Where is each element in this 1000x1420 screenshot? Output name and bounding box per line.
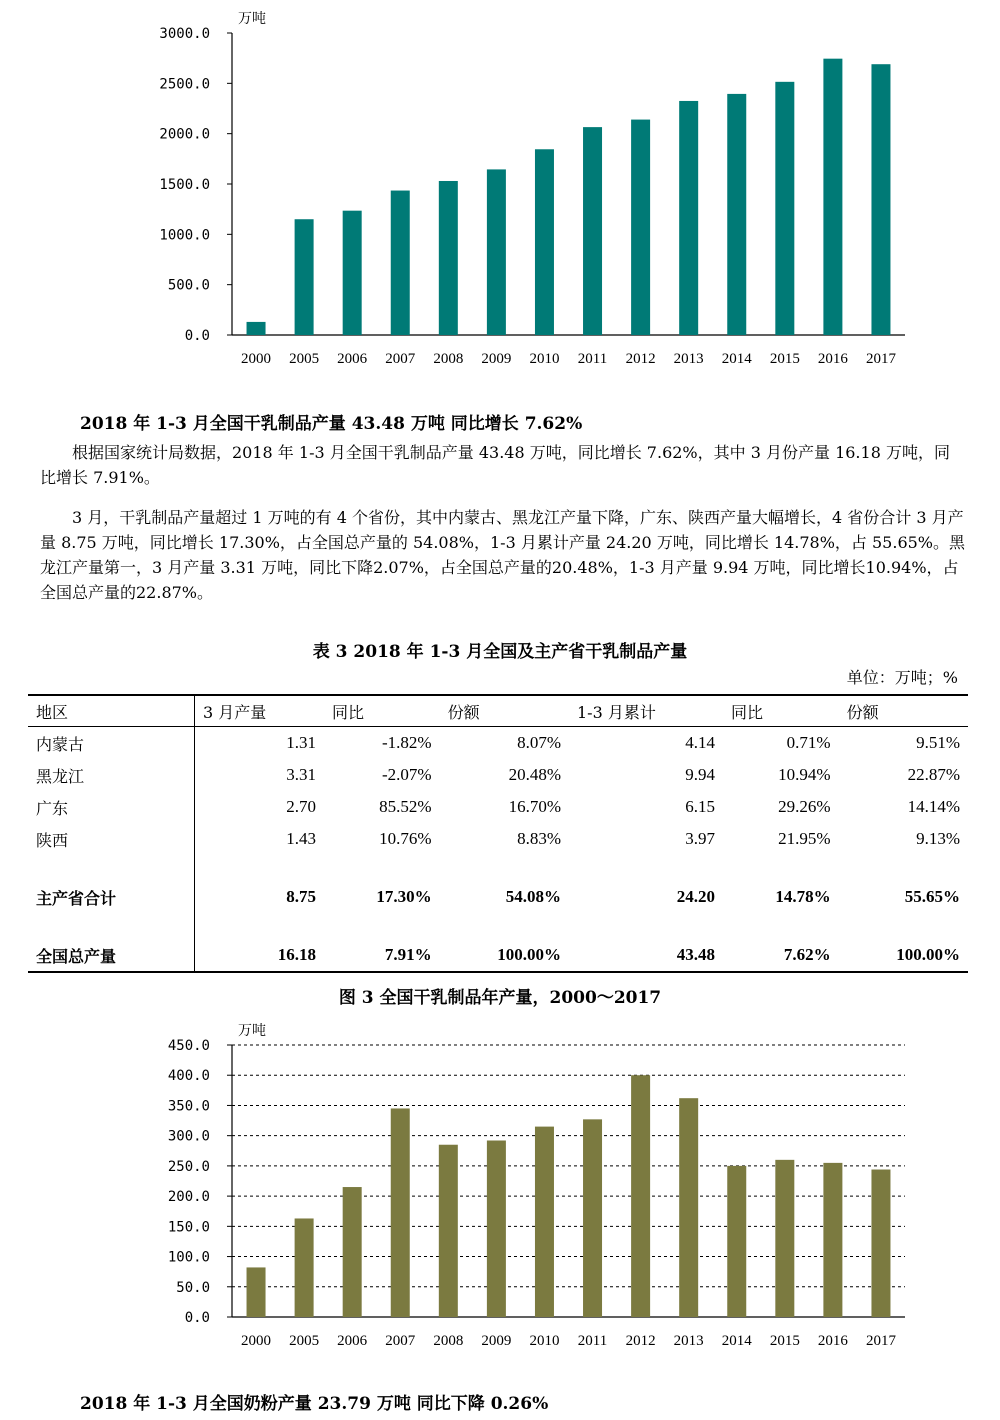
y-tick-label: 2500.0 <box>159 76 210 93</box>
bar-2000 <box>247 322 266 335</box>
y-tick-label: 1000.0 <box>159 227 210 244</box>
cell: 16.70% <box>508 797 561 816</box>
bar-2005 <box>295 219 314 335</box>
bar-2014 <box>727 94 746 335</box>
cell-region: 黑龙江 <box>28 759 195 791</box>
chart-dairy-annual-output-top <box>0 0 1000 380</box>
x-tick-label: 2010 <box>529 351 560 367</box>
header-cumulative: 1-3 月累计 <box>569 695 723 727</box>
spacer-cell <box>28 855 195 881</box>
cell: 4.14 <box>685 733 715 752</box>
bar-2009 <box>487 169 506 335</box>
x-tick-label: 2017 <box>865 1333 896 1349</box>
bar-2012 <box>631 120 650 335</box>
bar-2016 <box>823 59 842 335</box>
header-march-yoy: 同比 <box>324 695 440 727</box>
x-tick-label: 2016 <box>817 1333 848 1349</box>
cell: 8.07% <box>517 733 561 752</box>
bar-2015 <box>775 82 794 335</box>
table-header-row <box>28 695 968 727</box>
spacer-cell <box>28 913 195 939</box>
x-tick-label: 2008 <box>433 351 464 367</box>
y-tick-label: 0.0 <box>184 328 210 344</box>
bar-2000 <box>247 1267 266 1317</box>
cell: 2.70 <box>286 797 316 816</box>
x-tick-label: 2013 <box>673 1333 704 1349</box>
header-march-share: 份额 <box>440 695 569 727</box>
y-tick-label: 100.0 <box>167 1249 210 1266</box>
x-tick-label: 2010 <box>529 1333 560 1349</box>
y-tick-label: 350.0 <box>167 1098 210 1115</box>
y-tick-label: 150.0 <box>167 1219 210 1236</box>
x-tick-label: 2016 <box>817 351 848 367</box>
y-tick-label: 0.0 <box>184 1310 210 1326</box>
y-tick-label: 200.0 <box>167 1189 210 1206</box>
x-tick-label: 2011 <box>577 1333 608 1349</box>
bar-2010 <box>535 1127 554 1317</box>
y-tick-label: 300.0 <box>167 1128 210 1145</box>
cell: 0.71% <box>786 733 831 752</box>
cell: 10.94% <box>778 765 831 784</box>
x-tick-label: 2006 <box>337 351 368 367</box>
bar-2014 <box>727 1166 746 1317</box>
cell: 24.20 <box>676 887 715 906</box>
cell: 22.87% <box>907 765 960 784</box>
x-tick-label: 2009 <box>481 351 512 367</box>
chart-bottom-svg <box>0 1010 1000 1360</box>
bar-2007 <box>391 191 410 335</box>
x-tick-label: 2009 <box>481 1333 512 1349</box>
bar-2013 <box>679 1098 698 1317</box>
cell: 16.18 <box>195 939 324 972</box>
bar-2010 <box>535 149 554 335</box>
cell: 9.51% <box>916 733 960 752</box>
bar-2011 <box>583 1119 602 1317</box>
cell: -1.82% <box>382 733 432 752</box>
x-tick-label: 2012 <box>625 351 656 367</box>
figure-3-caption: 图 3 全国干乳制品年产量，2000～2017 <box>338 988 662 1008</box>
y-tick-label: 2000.0 <box>159 126 210 143</box>
table-spacer-row <box>28 913 968 939</box>
y-tick-label: 1500.0 <box>159 177 210 193</box>
header-march-output: 3 月产量 <box>195 695 324 727</box>
cell: 17.30% <box>376 887 432 906</box>
cell: 20.48% <box>508 765 561 784</box>
y-axis-unit-label: 万吨 <box>238 1023 266 1039</box>
cell: 1.31 <box>286 733 316 752</box>
header-cumulative-share: 份额 <box>839 695 968 727</box>
table-spacer-row <box>28 855 968 881</box>
cell-region: 陕西 <box>28 823 195 855</box>
x-tick-label: 2005 <box>289 351 320 367</box>
x-tick-label: 2007 <box>385 1333 416 1349</box>
y-axis-unit-label: 万吨 <box>238 11 266 27</box>
x-tick-label: 2013 <box>673 351 704 367</box>
x-tick-label: 2015 <box>769 1333 800 1349</box>
cell: 85.52% <box>379 797 432 816</box>
bar-2008 <box>439 1145 458 1317</box>
cell: 100.00% <box>839 939 968 972</box>
bar-2008 <box>439 181 458 335</box>
cell: 10.76% <box>379 829 432 848</box>
spacer-cell <box>195 855 969 881</box>
cell: 21.95% <box>778 829 831 848</box>
header-region: 地区 <box>28 695 195 727</box>
bar-2006 <box>343 211 362 335</box>
cell: 7.62% <box>723 939 839 972</box>
x-tick-label: 2012 <box>625 1333 656 1349</box>
table-caption: 表 3 2018 年 1-3 月全国及主产省干乳制品产量 <box>312 642 688 662</box>
cell-region: 全国总产量 <box>28 939 195 972</box>
cell: 8.83% <box>517 829 561 848</box>
bar-2009 <box>487 1141 506 1317</box>
table-row-total <box>28 939 968 972</box>
cell: 3.31 <box>286 765 316 784</box>
x-tick-label: 2007 <box>385 351 416 367</box>
bar-2005 <box>295 1218 314 1317</box>
header-cumulative-yoy: 同比 <box>723 695 839 727</box>
y-tick-label: 250.0 <box>167 1158 210 1175</box>
bar-2013 <box>679 101 698 335</box>
bar-2007 <box>391 1108 410 1317</box>
chart-top-svg <box>0 0 1000 380</box>
cell-region: 内蒙古 <box>28 727 195 760</box>
cell: 29.26% <box>778 797 831 816</box>
chart-dairy-annual-output-bottom <box>0 1010 1000 1360</box>
y-tick-label: 450.0 <box>167 1038 210 1054</box>
cell: 3.97 <box>685 829 715 848</box>
bar-2012 <box>631 1075 650 1317</box>
section-heading-dry-dairy: 2018 年 1-3 月全国干乳制品产量 43.48 万吨 同比增长 7.62% <box>80 414 583 434</box>
x-tick-label: 2015 <box>769 351 800 367</box>
cell: 8.75 <box>286 887 316 906</box>
bar-2006 <box>343 1187 362 1317</box>
bar-2011 <box>583 127 602 335</box>
table-row-subtotal <box>28 881 968 913</box>
x-tick-label: 2008 <box>433 1333 464 1349</box>
bar-2015 <box>775 1160 794 1317</box>
paragraph-provinces: 3 月，干乳制品产量超过 1 万吨的有 4 个省份，其中内蒙古、黑龙江产量下降，广东、陕西产量大幅增长，4 省份合计 3 月产量 8.75 万吨，同比增长 17.30%，占全国总产量的 54.08%，1-3 月累计产量 24.20 万吨，同比增长 14.78%，占 55.65%。黑龙江产量第一，3 月产量 3.31 万吨，同比下降2.07%，占全国总产量的20.48%，1-3 月产量 9.94 万吨，同比增长10.94%，占全国总产量的22.87%。 <box>40 508 966 602</box>
x-tick-label: 2014 <box>721 351 752 367</box>
cell: 43.48 <box>569 939 723 972</box>
table-row <box>28 791 968 823</box>
cell: 55.65% <box>904 887 960 906</box>
x-tick-label: 2006 <box>337 1333 368 1349</box>
cell: 9.13% <box>916 829 960 848</box>
x-tick-label: 2017 <box>865 351 896 367</box>
cell: -2.07% <box>382 765 432 784</box>
cell-region: 主产省合计 <box>28 881 195 913</box>
cell: 9.94 <box>685 765 715 784</box>
cell: 6.15 <box>685 797 715 816</box>
x-tick-label: 2000 <box>241 1333 272 1349</box>
y-tick-label: 500.0 <box>167 277 210 294</box>
cell: 1.43 <box>286 829 316 848</box>
x-tick-label: 2005 <box>289 1333 320 1349</box>
bar-2017 <box>871 1170 890 1317</box>
bar-2017 <box>871 64 890 335</box>
y-tick-label: 3000.0 <box>159 26 210 42</box>
table-row <box>28 823 968 855</box>
cell: 54.08% <box>505 887 561 906</box>
cell: 7.91% <box>324 939 440 972</box>
cell: 100.00% <box>440 939 569 972</box>
cell-region: 广东 <box>28 791 195 823</box>
y-tick-label: 50.0 <box>176 1279 210 1296</box>
section-heading-milk-powder: 2018 年 1-3 月全国奶粉产量 23.79 万吨 同比下降 0.26% <box>80 1394 549 1414</box>
spacer-cell <box>195 913 969 939</box>
cell: 14.78% <box>775 887 831 906</box>
x-tick-label: 2000 <box>241 351 272 367</box>
x-tick-label: 2014 <box>721 1333 752 1349</box>
cell: 14.14% <box>907 797 960 816</box>
x-tick-label: 2011 <box>577 351 608 367</box>
y-tick-label: 400.0 <box>167 1068 210 1085</box>
table-row <box>28 759 968 791</box>
bar-2016 <box>823 1163 842 1317</box>
table-row <box>28 727 968 760</box>
paragraph-summary: 根据国家统计局数据，2018 年 1-3 月全国干乳制品产量 43.48 万吨，同比增长 7.62%，其中 3 月份产量 16.18 万吨，同比增长 7.91%。 <box>40 443 950 487</box>
table-unit-note: 单位：万吨；% <box>846 668 958 687</box>
production-table <box>28 694 968 973</box>
